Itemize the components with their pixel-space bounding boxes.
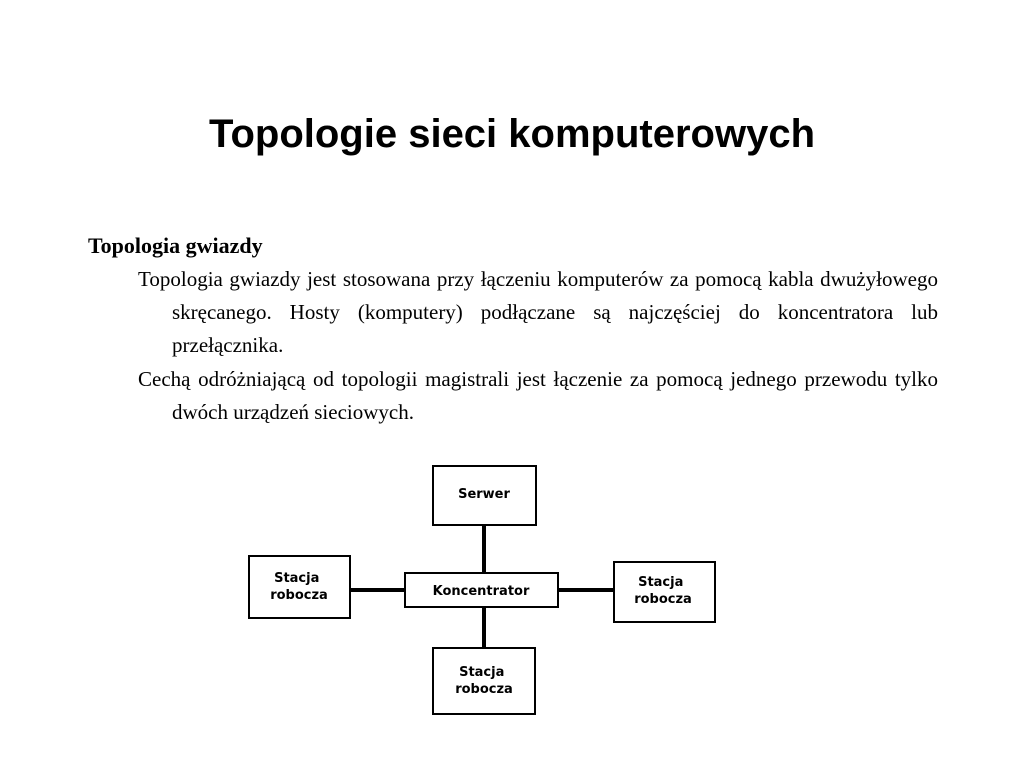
node-bottom-station-box [433, 648, 535, 714]
node-hub-label [433, 584, 530, 599]
node-bottom-station-label-line-2: robocza [455, 682, 513, 697]
node-right-station-label-line-1: Stacja [638, 575, 684, 590]
paragraph-star-vs-bus: Cechą odróżniającą od topologii magistrali jest łączenie za pomocą jednego przewodu tylko dwóch urządzeń sieciowych. [138, 367, 938, 424]
node-bottom-station-label-line-1: Stacja [459, 665, 505, 680]
section-heading: Topologia gwiazdy [88, 233, 263, 258]
node-hub [405, 573, 558, 607]
node-right-station-label-line-2: robocza [634, 592, 692, 607]
node-server-label [458, 487, 510, 502]
slide-title: Topologie sieci komputerowych [208, 112, 815, 156]
node-left-station [249, 556, 350, 618]
node-left-station-box [249, 556, 350, 618]
node-server [433, 466, 536, 525]
node-hub-label-line: Koncentrator [432, 584, 530, 599]
paragraph-star-topology-usage: Topologia gwiazdy jest stosowana przy łączeniu komputerów za pomocą kabla dwużyłowego skręcanego. Hosty (komputery) podłączane są najczęściej do koncentratora lub przełącznika. [138, 267, 938, 357]
node-left-station-label-line-2: robocza [270, 588, 328, 603]
node-server-label-line: Serwer [458, 487, 510, 502]
node-bottom-station [433, 648, 535, 714]
node-left-station-label-line-1: Stacja [274, 571, 320, 586]
node-right-station [614, 562, 715, 622]
